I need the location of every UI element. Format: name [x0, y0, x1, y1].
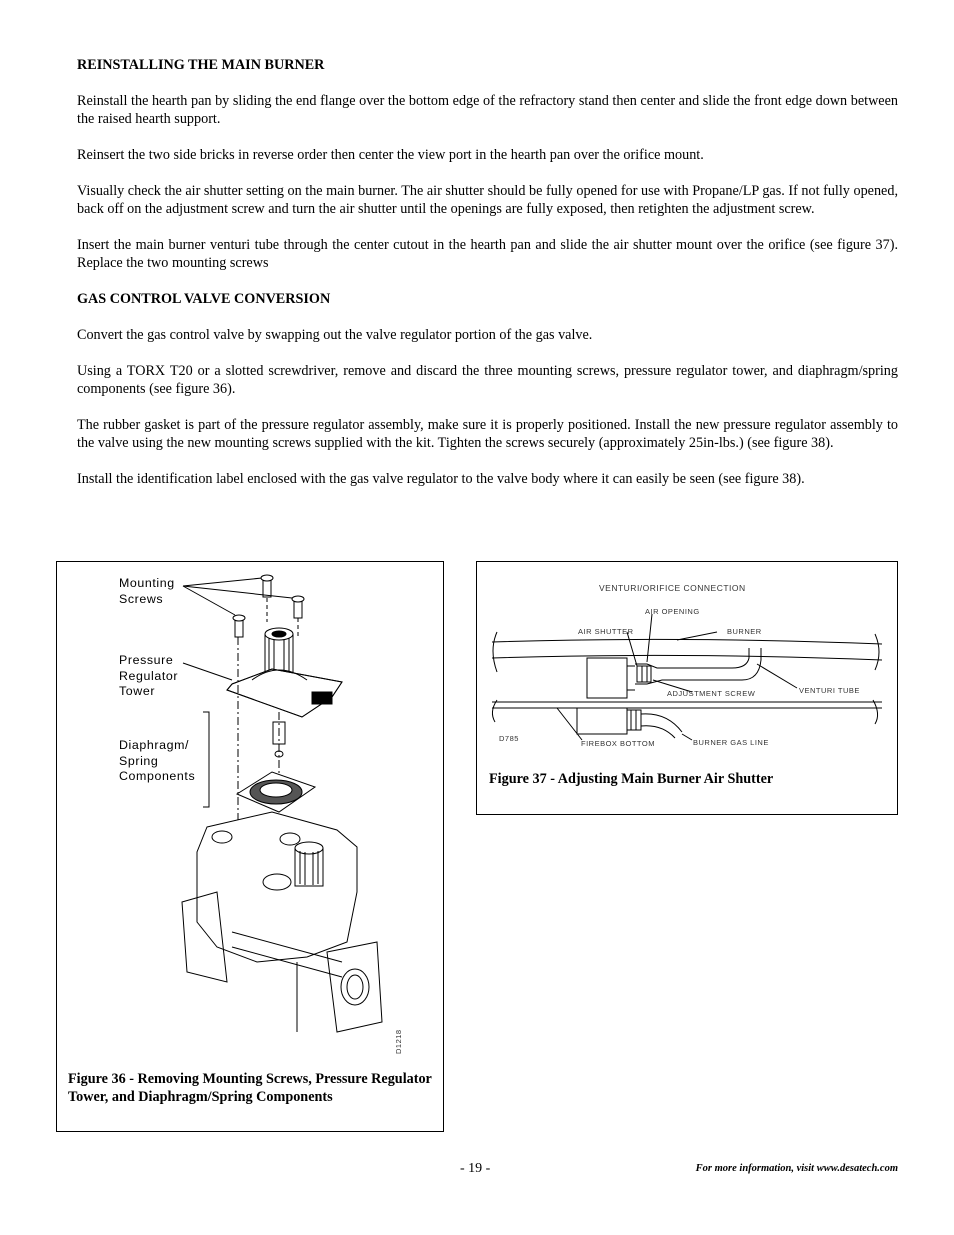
footer-info: For more information, visit www.desatech.com: [695, 1163, 898, 1174]
diaphragm-label: [119, 738, 195, 785]
body-text: [77, 56, 898, 506]
figure-title-label: VENTURI/ORIFICE CONNECTION: [599, 583, 746, 593]
mounting-screws-label: [119, 576, 175, 607]
section-heading-gas-valve: GAS CONTROL VALVE CONVERSION: [77, 291, 331, 307]
label-line: Mounting: [119, 576, 175, 590]
figure-37: [476, 561, 898, 815]
label-line: Pressure: [119, 653, 174, 667]
paragraph: Install the identification label enclosed with the gas valve regulator to the valve body where it can easily be seen (see figure 38).: [77, 471, 805, 487]
label-line: Tower: [119, 684, 156, 698]
figure-37-caption: Figure 37 - Adjusting Main Burner Air Shutter: [489, 771, 774, 787]
label-line: Regulator: [119, 668, 179, 683]
pressure-regulator-label: [119, 653, 178, 700]
air-shutter-label: AIR SHUTTER: [578, 627, 634, 636]
venturi-diagram: [477, 562, 897, 762]
paragraph: Convert the gas control valve by swapping out the valve regulator portion of the gas valve.: [77, 327, 593, 343]
paragraph: Insert the main burner venturi tube through the center cutout in the hearth pan and slide the air shutter mount over the orifice (see figure 37). Replace the two mounting screws: [77, 237, 898, 271]
burner-gas-line-label: BURNER GAS LINE: [693, 738, 769, 747]
figure-code: D785: [499, 734, 519, 743]
figure-code: D1218: [394, 1029, 403, 1054]
venturi-tube-label: VENTURI TUBE: [799, 686, 860, 695]
label-line: Screws: [119, 591, 164, 606]
firebox-bottom-label: FIREBOX BOTTOM: [581, 739, 655, 748]
label-line: Spring: [119, 753, 159, 768]
label-line: Components: [119, 769, 196, 783]
paragraph: The rubber gasket is part of the pressure regulator assembly, make sure it is properly positioned. Install the new pressure regulator assembly to the valve using the new mounting screws supplied with the kit. Tighten the screws securely (approximately 25in-lbs.) (see figure 38).: [77, 417, 898, 451]
gas-valve-diagram: [57, 562, 443, 1062]
figure-36-caption: Figure 36 - Removing Mounting Screws, Pressure Regulator Tower, and Diaphragm/Spring Components: [68, 1071, 432, 1105]
paragraph: Reinstall the hearth pan by sliding the end flange over the bottom edge of the refractory stand then center and slide the front edge down between the raised hearth support.: [77, 93, 898, 127]
figure-36: [56, 561, 444, 1132]
page-number: - 19 -: [460, 1161, 491, 1176]
paragraph: Using a TORX T20 or a slotted screwdriver, remove and discard the three mounting screws, pressure regulator tower, and diaphragm/spring components (see figure 36).: [77, 363, 898, 397]
paragraph: Reinsert the two side bricks in reverse order then center the view port in the hearth pan over the orifice mount.: [77, 147, 704, 163]
section-heading-reinstall: REINSTALLING THE MAIN BURNER: [77, 57, 325, 73]
paragraph: Visually check the air shutter setting on the main burner. The air shutter should be fully opened for use with Propane/LP gas. If not fully opened, back off on the adjustment screw and turn the air shutter until the openings are fully exposed, then retighten the adjustment screw.: [77, 183, 898, 217]
label-line: Diaphragm/: [119, 738, 190, 752]
air-opening-label: AIR OPENING: [645, 607, 700, 616]
burner-label: BURNER: [727, 627, 762, 636]
adjustment-screw-label: ADJUSTMENT SCREW: [667, 689, 756, 698]
